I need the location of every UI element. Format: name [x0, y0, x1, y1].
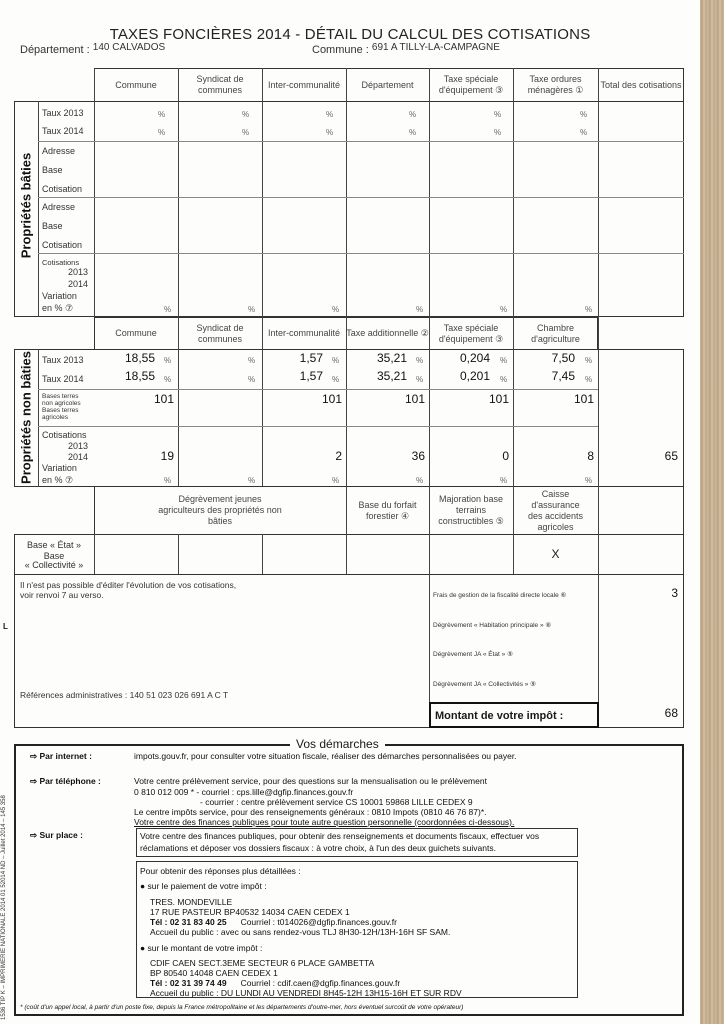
pct-sign: % — [158, 128, 166, 137]
commune-value: 691 A TILLY-LA-CAMPAGNE — [371, 42, 500, 53]
pct-sign: % — [500, 476, 508, 485]
nb-row-bases-1: Bases terres — [42, 393, 79, 400]
col-syndicat: Syndicat de communes — [196, 74, 244, 95]
nb-taux-2013-intercommunalite: 1,57 — [299, 351, 323, 365]
nb-row-2014: 2014 — [67, 452, 88, 462]
col-total: Total des cotisations — [600, 79, 682, 90]
caisse-assurance-accidents: Caisse d'assurance des accidents agricoles — [527, 488, 584, 532]
sur-place-line-1: Votre centre des finances publiques, pour obtenir des renseignements et documents fiscaux, effectuer vos — [140, 831, 540, 841]
col-taxe-ordures: Taxe ordures ménagères ① — [527, 74, 584, 95]
pct-sign: % — [585, 476, 593, 485]
nb-row-en-pct: en % ⑦ — [42, 475, 74, 485]
arrow-right-icon: ⇨ — [30, 776, 40, 786]
majoration-base-terrains: Majoration base terrains constructibles ⑤ — [438, 494, 504, 526]
bullet-icon: ● — [140, 881, 148, 891]
nb-taux-2013-taxe-speciale: 0,204 — [459, 351, 490, 365]
row-cotisations: Cotisations — [42, 258, 80, 267]
pct-sign: % — [585, 356, 593, 365]
pct-sign: % — [332, 305, 340, 314]
pct-sign: % — [409, 110, 417, 119]
pct-sign: % — [164, 476, 172, 485]
pct-sign: % — [416, 375, 424, 384]
departement-field — [20, 44, 165, 56]
pct-sign: % — [248, 356, 256, 365]
nb-base-intercommunalite: 101 — [321, 392, 342, 406]
nb-row-taux-2013: Taux 2013 — [42, 355, 84, 365]
row-2013: 2013 — [67, 267, 88, 277]
nb-row-taux-2014: Taux 2014 — [42, 374, 84, 384]
montant-accueil: Accueil du public : DU LUNDI AU VENDREDI 8H45-12H 13H15-16H ET SUR RDV — [150, 988, 462, 998]
commune-field — [312, 44, 500, 56]
row-taux-2014: Taux 2014 — [42, 126, 84, 136]
frais-gestion-value: 3 — [671, 586, 678, 600]
pct-sign: % — [500, 356, 508, 365]
row-2014: 2014 — [67, 279, 88, 289]
departement-value: 140 CALVADOS — [92, 42, 166, 53]
col-intercommunalite: Inter-communalité — [267, 79, 341, 90]
x-mark: X — [551, 547, 560, 561]
pct-sign: % — [326, 128, 334, 137]
nb-row-bases-4: agricoles — [42, 414, 69, 421]
notice-line-1: Il n'est pas possible d'éditer l'évolution de vos cotisations, — [20, 580, 237, 590]
row-adresse-2: Adresse — [42, 202, 76, 212]
row-base-2: Base — [42, 221, 63, 231]
pct-sign: % — [242, 110, 250, 119]
pct-sign: % — [332, 476, 340, 485]
row-base-1: Base — [42, 165, 63, 175]
nb-taux-2013-chambre: 7,50 — [551, 351, 575, 365]
nb-cotisation-taxe-additionnelle: 36 — [411, 449, 425, 463]
pct-sign: % — [494, 128, 502, 137]
frais-gestion-label: Frais de gestion de la fiscalité directe locale ⑥ — [433, 592, 567, 599]
row-variation: Variation — [42, 291, 77, 301]
base-collectivite-label-2: « Collectivité » — [24, 560, 84, 570]
nb-taux-2013-commune: 18,55 — [124, 351, 155, 365]
pct-sign: % — [409, 128, 417, 137]
pct-sign: % — [248, 305, 256, 314]
pct-sign: % — [416, 476, 424, 485]
tel-line-1: Votre centre prélèvement service, pour des questions sur la mensualisation ou le prélèvement — [134, 776, 487, 786]
nb-base-chambre: 101 — [573, 392, 594, 406]
degr-ja-collectivites-label: Dégrèvement JA « Collectivités » ⑨ — [433, 681, 537, 688]
paiement-accueil: Accueil du public : avec ou sans rendez-vous TLJ 8H30-12H/13H-16H SF SAM. — [150, 927, 451, 937]
nb-taux-2014-taxe-speciale: 0,201 — [459, 369, 490, 383]
pct-sign: % — [500, 375, 508, 384]
bullet-icon: ● — [140, 943, 148, 953]
pct-sign: % — [164, 356, 172, 365]
pct-sign: % — [416, 305, 424, 314]
nb-taux-2014-taxe-additionnelle: 35,21 — [376, 369, 407, 383]
col-commune: Commune — [115, 79, 157, 90]
margin-mark: L — [3, 622, 8, 631]
nb-base-commune: 101 — [153, 392, 174, 406]
nb-col-taxe-additionnelle: Taxe additionnelle ② — [346, 328, 429, 338]
pct-sign: % — [242, 128, 250, 137]
degr-jeunes-agriculteurs: Dégrèvement jeunes agriculteurs des propriétés non bâties — [158, 494, 282, 526]
tel-line-5: Votre centre des finances publiques pour toute autre question personnelle (coordonnées ci-dessous). — [134, 817, 515, 827]
pct-sign: % — [248, 476, 256, 485]
pct-sign: % — [326, 110, 334, 119]
paiement-bullet: ● sur le paiement de votre impôt : — [140, 881, 267, 891]
row-adresse-1: Adresse — [42, 146, 76, 156]
pct-sign: % — [332, 356, 340, 365]
nb-row-variation: Variation — [42, 463, 77, 473]
row-cotisation-2: Cotisation — [42, 240, 83, 250]
montant-address: BP 80540 14048 CAEN CEDEX 1 — [150, 968, 278, 978]
par-internet-label: ⇨ Par internet : — [30, 751, 92, 761]
row-en-pct: en % ⑦ — [42, 303, 74, 313]
nb-cotisation-chambre: 8 — [587, 449, 594, 463]
wood-background — [700, 0, 724, 1024]
commune-label: Commune : — [312, 44, 369, 56]
non-baties-section-label: Propriétés non bâties — [18, 351, 34, 484]
paiement-address: 17 RUE PASTEUR BP40532 14034 CAEN CEDEX 1 — [150, 907, 350, 917]
montant-name: CDIF CAEN SECT.3EME SECTEUR 6 PLACE GAMBETTA — [150, 958, 375, 968]
paiement-name: TRES. MONDEVILLE — [150, 897, 233, 907]
demarches-title: Vos démarches — [290, 737, 385, 751]
pct-sign: % — [500, 305, 508, 314]
nb-col-taxe-speciale: Taxe spéciale d'équipement ③ — [438, 322, 504, 344]
nb-col-syndicat: Syndicat de communes — [196, 322, 244, 344]
nb-taux-2013-taxe-additionnelle: 35,21 — [376, 351, 407, 365]
details-intro: Pour obtenir des réponses plus détaillées : — [140, 866, 301, 876]
pct-sign: % — [580, 110, 588, 119]
row-cotisation-1: Cotisation — [42, 184, 83, 194]
nb-taux-2014-chambre: 7,45 — [551, 369, 575, 383]
sur-place-line-2: réclamations et déposer vos dossiers fiscaux : à votre choix, à l'un des deux guichets suivants. — [140, 843, 496, 853]
montant-label: Montant de votre impôt : — [435, 710, 564, 722]
nb-base-taxe-additionnelle: 101 — [404, 392, 425, 406]
montant-bullet: ● sur le montant de votre impôt : — [140, 943, 263, 953]
nb-total-cotisations: 65 — [664, 449, 678, 463]
base-forfait-forestier: Base du forfait forestier ④ — [358, 499, 417, 521]
pct-sign: % — [585, 305, 593, 314]
notice-line-2: voir renvoi 7 au verso. — [20, 590, 104, 600]
nb-taux-2014-intercommunalite: 1,57 — [299, 369, 323, 383]
degr-habitation-label: Dégrèvement « Habitation principale » ⑧ — [433, 622, 552, 629]
col-taxe-speciale: Taxe spéciale d'équipement ③ — [438, 74, 504, 95]
tel-line-3: - courrier : centre prélèvement service CS 10001 59868 LILLE CEDEX 9 — [200, 797, 473, 807]
nb-row-bases-3: Bases terres — [42, 407, 79, 414]
montant-contact: Tél : 02 31 39 74 49 Courriel : cdif.caen@dgfip.finances.gouv.fr — [150, 978, 401, 988]
pct-sign: % — [158, 110, 166, 119]
base-collectivite-label-1: Base — [43, 551, 65, 561]
footnote: * (coût d'un appel local, à partir d'un poste fixe, depuis la France métropolitaine et les départements d'outre-mer, hors éventuel surcoût de votre opérateur) — [20, 1004, 464, 1011]
nb-cotisation-commune: 19 — [160, 449, 174, 463]
nb-cotisation-intercommunalite: 2 — [335, 449, 342, 463]
pct-sign: % — [248, 375, 256, 384]
references-administratives: Références administratives : 140 51 023 026 691 A C T — [20, 690, 229, 700]
tel-line-4: Le centre impôts service, pour des renseignements généraux : 0810 Impots (0810 46 76 87)*. — [134, 807, 487, 817]
sur-place-label: ⇨ Sur place : — [30, 830, 83, 840]
pct-sign: % — [164, 305, 172, 314]
pct-sign: % — [332, 375, 340, 384]
nb-base-taxe-speciale: 101 — [488, 392, 509, 406]
pct-sign: % — [494, 110, 502, 119]
base-etat-label: Base « État » — [26, 540, 82, 550]
arrow-right-icon: ⇨ — [30, 751, 40, 761]
departement-label: Département : — [20, 44, 90, 56]
row-taux-2013: Taux 2013 — [42, 108, 84, 118]
nb-taux-2014-commune: 18,55 — [124, 369, 155, 383]
pct-sign: % — [580, 128, 588, 137]
baties-section-label: Propriétés bâties — [18, 152, 34, 259]
tel-line-2: 0 810 012 009 * - courriel : cps.lille@dgfip.finances.gouv.fr — [134, 787, 354, 797]
nb-row-2013: 2013 — [67, 441, 88, 451]
pct-sign: % — [164, 375, 172, 384]
paiement-contact: Tél : 02 31 83 40 25 Courriel : t014026@dgfip.finances.gouv.fr — [150, 917, 397, 927]
nb-row-bases-2: non agricoles — [42, 400, 81, 407]
internet-text: impots.gouv.fr, pour consulter votre situation fiscale, réaliser des démarches personnalisées ou payer. — [134, 751, 517, 761]
page-title: TAXES FONCIÈRES 2014 - DÉTAIL DU CALCUL DES COTISATIONS — [109, 26, 591, 43]
pct-sign: % — [585, 375, 593, 384]
nb-cotisation-taxe-speciale: 0 — [502, 449, 509, 463]
nb-row-cotisations: Cotisations — [42, 430, 87, 440]
nb-col-intercommunalite: Inter-communalité — [267, 328, 341, 338]
montant-value: 68 — [664, 706, 678, 720]
nb-col-commune: Commune — [115, 328, 157, 338]
degr-ja-etat-label: Dégrèvement JA « État » ⑨ — [433, 651, 513, 658]
nb-col-chambre-agriculture: Chambre d'agriculture — [531, 322, 580, 344]
arrow-right-icon: ⇨ — [30, 830, 40, 840]
margin-side-text: 1536 TIP K – IMPRIMERIE NATIONALE 2014 01 52014 ND – Juillet 2014 – 145 358 — [1, 795, 7, 1020]
pct-sign: % — [416, 356, 424, 365]
par-telephone-label: ⇨ Par téléphone : — [30, 776, 101, 786]
col-departement: Département — [361, 79, 414, 90]
